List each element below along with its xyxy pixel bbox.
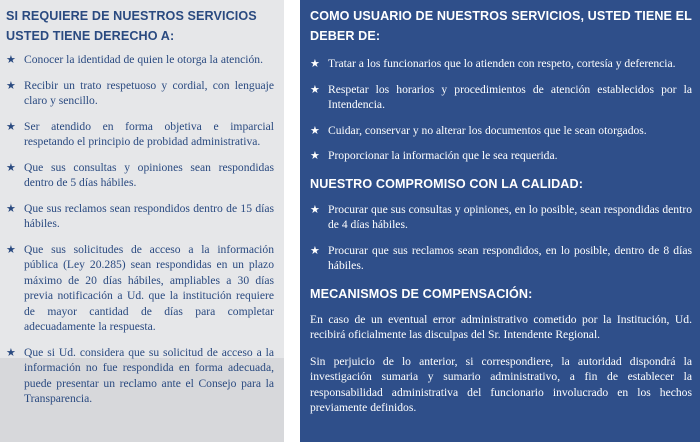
star-icon: ★ [310,123,320,137]
duties-list [310,56,692,164]
rights-panel [0,0,284,442]
list-item: ★ Respetar los horarios y procedimientos de atención establecidos por la Intendencia. [310,82,692,111]
list-item: ★ Que sus consultas y opiniones sean respondidas dentro de 5 días hábiles. [6,160,274,189]
list-item: ★ Recibir un trato respetuoso y cordial, con lenguaje claro y sencillo. [6,78,274,107]
star-icon: ★ [6,160,16,174]
compensation-paragraph: En caso de un eventual error administrativo cometido por la Institución, Ud. recibirá oficialmente las disculpas del Sr. Intendente Regional. [310,312,692,341]
star-icon: ★ [310,82,320,96]
list-item: ★ Cuidar, conservar y no alterar los documentos que le sean otorgados. [310,123,647,137]
list-item: ★ Que sus reclamos sean respondidos dentro de 15 días hábiles. [6,201,274,230]
compensation-heading: MECANISMOS DE COMPENSACIÓN: [310,286,533,301]
list-item: ★ Proporcionar la información que le sea requerida. [310,149,558,162]
list-item: ★ Conocer la identidad de quien le otorga la atención. [6,53,263,66]
star-icon: ★ [310,202,320,216]
star-icon: ★ [310,149,320,162]
list-item: ★ Que si Ud. considera que su solicitud de acceso a la información no fue respondida en forma adecuada, puede presentar un reclamo ante el Consejo para la Transparencia. [6,345,274,405]
star-icon: ★ [6,119,16,133]
star-icon: ★ [6,53,16,66]
star-icon: ★ [310,243,320,257]
commitment-list [310,202,692,274]
list-item: ★ Tratar a los funcionarios que lo atienden con respeto, cortesía y deferencia. [310,57,676,70]
star-icon: ★ [6,242,16,256]
rights-heading: SI REQUIERE DE NUESTROS SERVICIOS USTED TIENE DERECHO A: [6,9,257,43]
star-icon: ★ [6,345,16,359]
duties-panel [300,0,700,442]
list-item: ★ Ser atendido en forma objetiva e imparcial respetando el principio de probidad administrativa. [6,119,274,148]
star-icon: ★ [6,201,16,215]
star-icon: ★ [6,78,16,92]
commitment-heading: NUESTRO COMPROMISO CON LA CALIDAD: [310,176,583,191]
list-item: ★ Que sus solicitudes de acceso a la información pública (Ley 20.285) sean respondidas en un plazo máximo de 20 días hábiles, ampliables a 30 días previa notificación a Ud. que la institución requiere de mayor cantidad de días para completar adecuadamente la respuesta. [6,242,274,333]
star-icon: ★ [310,57,320,70]
list-item: ★ Procurar que sus consultas y opiniones, en lo posible, sean respondidas dentro de 4 días hábiles. [310,202,692,231]
rights-list [6,52,274,407]
duties-heading: COMO USUARIO DE NUESTROS SERVICIOS, USTED TIENE EL DEBER DE: [310,9,692,43]
list-item: ★ Procurar que sus reclamos sean respondidos, en lo posible, dentro de 8 días hábiles. [310,243,692,272]
compensation-paragraph: Sin perjuicio de lo anterior, si correspondiere, la autoridad dispondrá la investigación sumaria y sumario administrativo, a fin de establecer la responsabilidad administrativa del funcionario involucrado en los hechos previamente definidos. [310,354,692,414]
